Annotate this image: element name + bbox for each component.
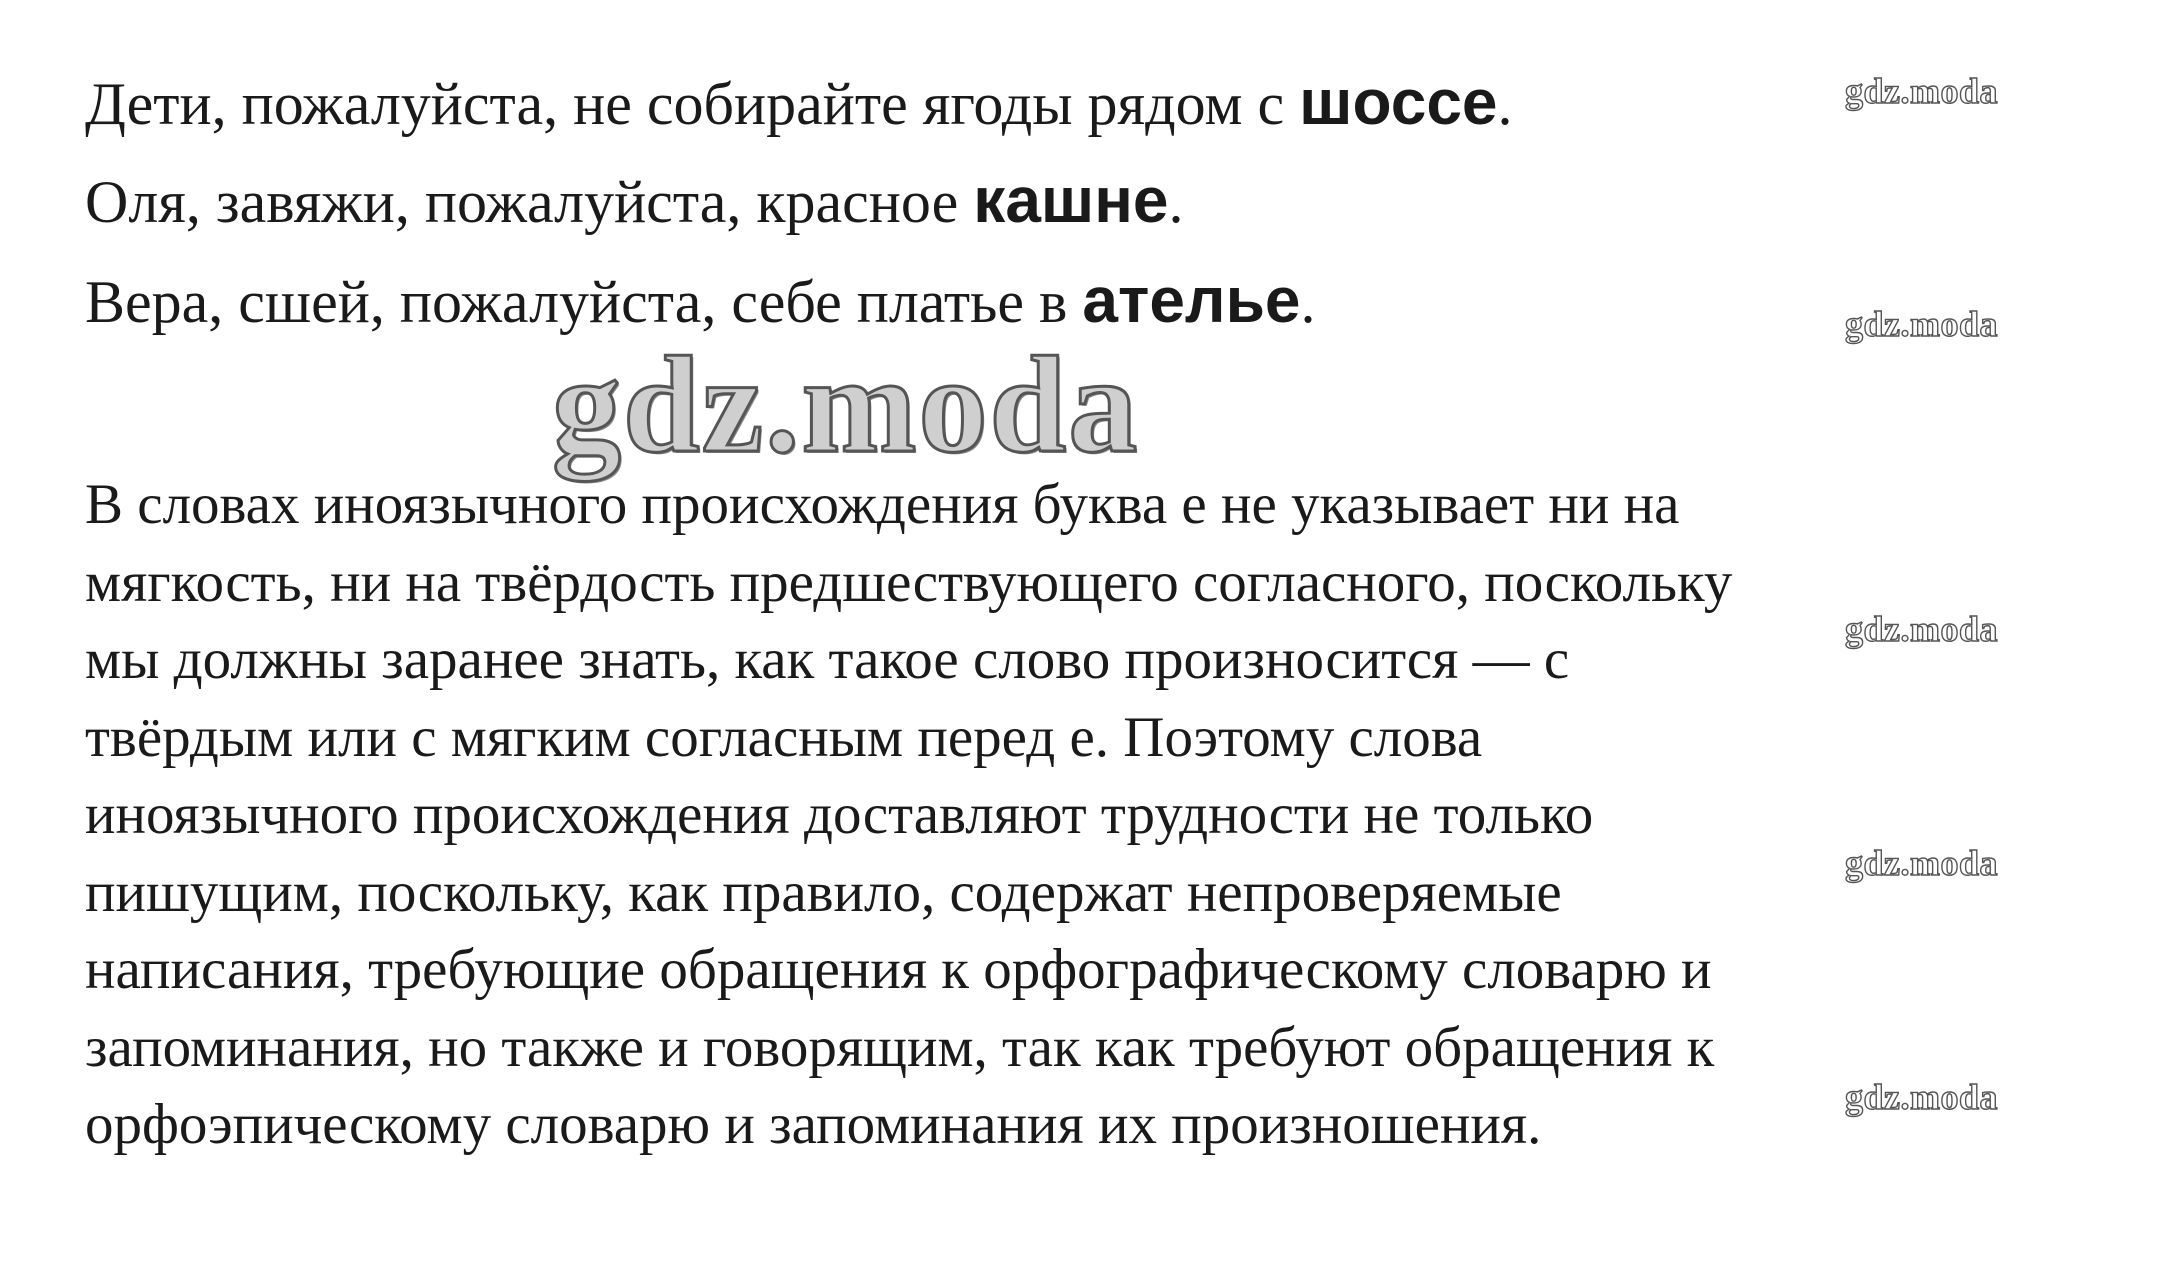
sentence-text: Дети, пожалуйста, не собирайте ягоды рядом с xyxy=(85,71,1300,137)
paragraph-line: запоминания, но также и говорящим, так как требуют обращения к xyxy=(85,1015,1715,1079)
sentence-text: Оля, завяжи, пожалуйста, красное xyxy=(85,169,974,235)
paragraph-line: написания, требующие обращения к орфографическому словарю и xyxy=(85,938,1712,1001)
key-word: ателье xyxy=(1082,264,1301,336)
paragraph-line: мы должны заранее знать, как такое слово произносится — с xyxy=(85,628,1570,691)
sentence-text: Вера, сшей, пожалуйста, себе платье в xyxy=(85,269,1083,335)
paragraph-line: иноязычного происхождения доставляют трудности не только xyxy=(85,783,1594,846)
paragraph-line: мягкость, ни на твёрдость предшествующего согласного, поскольку xyxy=(85,550,1733,614)
sentence-punct: . xyxy=(1300,269,1316,335)
sentence-punct: . xyxy=(1168,169,1184,235)
key-word: кашне xyxy=(973,164,1169,236)
watermark-small: gdz.moda xyxy=(1845,71,1999,111)
watermark-large: gdz.moda xyxy=(552,328,1140,481)
paragraph-line: пишущим, поскольку, как правило, содержат непроверяемые xyxy=(85,860,1562,924)
key-word: шоссе xyxy=(1299,66,1498,138)
paragraph-line: орфоэпическому словарю и запоминания их произношения. xyxy=(85,1093,1542,1156)
watermark-small: gdz.moda xyxy=(1845,609,1999,649)
watermark-small: gdz.moda xyxy=(1845,843,1999,883)
paragraph-line: В словах иноязычного происхождения буква е не указывает ни на xyxy=(85,473,1680,536)
watermark-small: gdz.moda xyxy=(1845,1077,1999,1117)
example-sentence-3 xyxy=(85,264,1316,336)
watermark-small: gdz.moda xyxy=(1845,304,1999,344)
sentence-punct: . xyxy=(1497,71,1513,137)
paragraph-line: твёрдым или с мягким согласным перед е. Поэтому слова xyxy=(85,705,1483,769)
example-sentence-1 xyxy=(85,66,1513,138)
example-sentence-2 xyxy=(85,164,1184,236)
explanation-paragraph xyxy=(85,466,2105,1164)
